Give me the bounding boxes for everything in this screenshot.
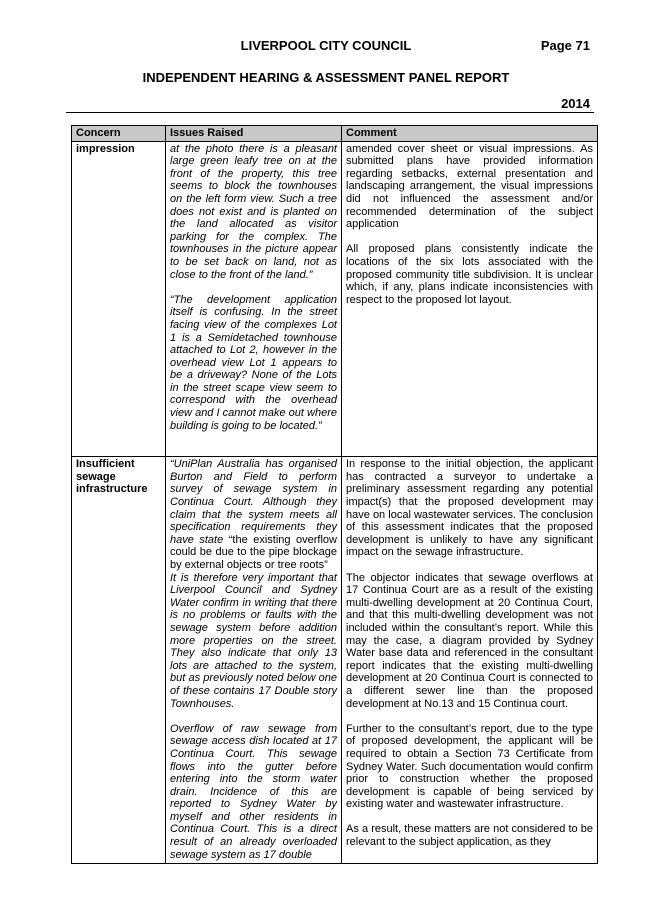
report-year: 2014 [561,96,590,111]
council-name: LIVERPOOL CITY COUNCIL [240,38,412,53]
issue-paragraph: “The development application itself is confusing. In the street facing view of the complexes Lot 1 is a Semidetached townhouse attached to Lot 2, however in the overhead view Lot 1 appears to be a driveway? None of the Lots in the street scape view seem to correspond with the overhead view and I cannot make out where building is going to be located.” [170,293,337,432]
assessment-table [71,125,598,864]
page-number: Page 71 [540,38,590,53]
column-header-comment: Comment [342,126,598,142]
column-header-concern: Concern [72,126,166,142]
report-title: INDEPENDENT HEARING & ASSESSMENT PANEL REPORT [142,70,510,85]
comment-paragraph: The objector indicates that sewage overflows at 17 Continua Court are as a result of the existing multi-dwelling development at 20 Continua Court, and that this multi-dwelling development was not included within the consultant’s report. While this may the case, a diagram provided by Sydney Water base data and referenced in the consultant report indicates that the existing multi-dwelling development at 20 Continua Court is connected to a different sewer line than the proposed development at No.13 and 15 Continua court. [346,571,593,710]
comment-paragraph: In response to the initial objection, the applicant has contracted a surveyor to undertake a preliminary assessment regarding any potential impact(s) that the proposed development may have on local wastewater services. The conclusion of this assessment indicates that the proposed development is unlikely to have any significant impact on the sewage infrastructure. [346,458,593,559]
table-row [72,141,598,457]
table-row [72,457,598,864]
table-header-row [72,126,598,142]
comment-paragraph: Further to the consultant’s report, due to the type of proposed development, the applicant will be required to obtain a Section 73 Certificate from Sydney Water. Such documentation would confirm prior to construction whether the proposed development is capable of being serviced by existing water and wastewater infrastructure. [346,722,593,811]
issues-cell [166,141,342,457]
header-rule [66,112,594,113]
issues-cell [166,457,342,864]
issue-paragraph [170,458,337,710]
comment-paragraph: All proposed plans consistently indicate the locations of the six lots associated with the proposed community title subdivision. It is unclear which, if any, plans indicate inconsistencies with respect to the proposed lot layout. [346,243,593,306]
comment-paragraph: amended cover sheet or visual impressions. As submitted plans have provided information regarding setbacks, external presentation and landscaping arrangement, the visual impressions did not influenced the assessment and/or recommended determination of the subject application [346,142,593,231]
concern-cell: Insufficient sewage infrastructure [72,457,166,864]
issue-text-italic: “UniPlan Australia has organised Burton and Field to perform survey of sewage system in Continua Court. Although they claim that the system meets all specification requirements they have state [170,458,337,546]
issue-text-italic: It is therefore very important that Liverpool Council and Sydney Water confirm in writing that there is no problems or faults with the sewage system before addition more properties on the street. They also indicate that only 13 lots are attached to the system, but as previously noted below one of these contains 17 Double story Townhouses. [170,571,337,710]
column-header-issues: Issues Raised [166,126,342,142]
comment-cell [342,457,598,864]
comment-cell [342,141,598,457]
issue-paragraph: Overflow of raw sewage from sewage access dish located at 17 Continua Court. This sewage flows into the gutter before entering into the storm water drain. Incidence of this are reported to Sydney Water by myself and other residents in Continua Court. This is a direct result of an already overloaded sewage system as 17 double [170,722,337,861]
comment-paragraph: As a result, these matters are not considered to be relevant to the subject application, as they [346,823,593,849]
issue-quote: “the existing overflow could be due to the pipe blockage by external objects or tree roots” [170,533,337,571]
issue-paragraph: at the photo there is a pleasant large green leafy tree on at the front of the property, this tree seems to block the townhouses on the left form view. Such a tree does not exist and is planted on the land allocated as visitor parking for the complex. The townhouses in the picture appear to be set back on land, not as close to the front of the land.” [170,142,337,281]
concern-cell: impression [72,141,166,457]
